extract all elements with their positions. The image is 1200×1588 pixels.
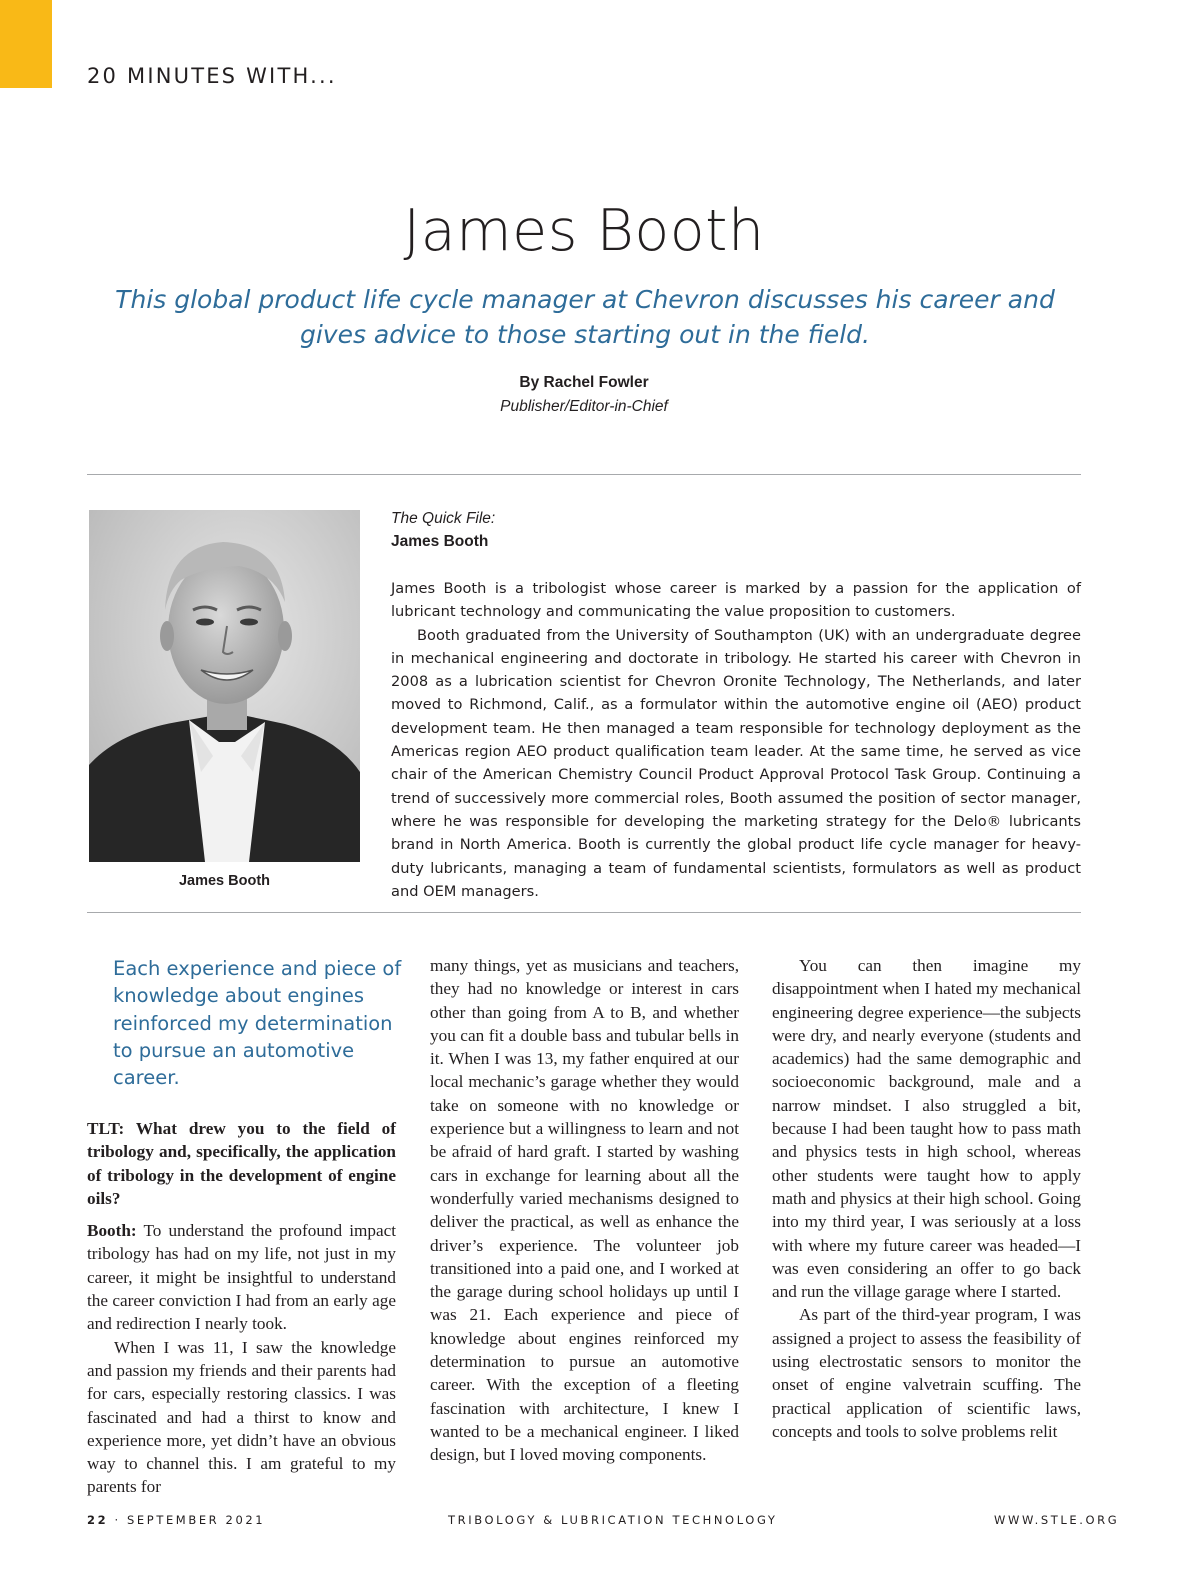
divider-bottom — [87, 912, 1081, 913]
footer-separator: · — [114, 1513, 121, 1527]
answer-speaker: Booth: — [87, 1221, 137, 1241]
photo-caption: James Booth — [178, 873, 271, 889]
section-label: 20 MINUTES WITH... — [87, 64, 337, 88]
bio-paragraph: James Booth is a tribologist whose career is marked by a passion for the application of lubricant technology and communicating the value proposition to customers. — [391, 580, 1081, 621]
question-text: What drew you to the field of tribology and, specifically, the application of tribology in the development of engine oils? — [87, 1119, 396, 1208]
divider-top — [87, 474, 1081, 475]
quick-file-label: The Quick File: — [391, 510, 496, 527]
bio-paragraph: Booth graduated from the University of Southampton (UK) with an undergraduate degree in mechanical engineering and doctorate in tribology. He started his career with Chevron in 2008 as a lubrication scientist for Chevron Oronite Technology, The Netherlands, and later moved to Richmond, Calif., as a formulator within the automotive engine oil (AEO) product development team. He then managed a team responsible for technology deployment as the Americas region AEO product qualification team leader. At the same time, he served as vice chair of the American Chemistry Council Product Approval Protocol Task Group. Continuing a trend of successively more commercial roles, Booth assumed the position of sector manager, where he was responsible for developing the marketing strategy for the Delo® lubricants brand in North America. Booth is currently the global product life cycle manager for heavy-duty lubricants, managing a team of fundamental scientists, formulators as well as product and OEM managers. — [391, 626, 1081, 900]
pull-quote: Each experience and piece of knowledge about engines reinforced my determination to pursue an automotive career. — [113, 957, 402, 1090]
answer-paragraph: You can then imagine my disappointment when I hated my mechanical engineering degree experience—the subjects were dry, and nearly everyone (students and academics) had the same demographic and socioeconomic background, male and a narrow mindset. I also struggled a bit, because I had been taught how to pass math and physics tests in high school, whereas other students were taught how to apply math and physics at their high school. Going into my third year, I was seriously at a loss with where my future career was headed—I was even considering an offer to go back and run the village garage where I started. — [772, 956, 1081, 1302]
byline-role: Publisher/Editor-in-Chief — [500, 398, 668, 415]
answer-paragraph: many things, yet as musicians and teachers, they had no knowledge or interest in cars other than going from A to B, and whether you can fit a double bass and tubular bells in it. When I was 13, my father enquired at our local mechanic’s garage whether they would take on someone with no knowledge or experience but a willingness to learn and not be afraid of hard graft. I started by washing cars in exchange for learning about all the wonderfully varied mechanisms designed to deliver the practical, as well as enhance the driver’s experience. The volunteer job transitioned into a paid one, and I worked at the garage during school holidays up until I was 21. Each experience and piece of knowledge about engines reinforced my determination to pursue an automotive career. With the exception of a fleeting fascination with architecture, I knew I wanted to be a mechanical engineer. I liked design, but I loved moving components. — [430, 956, 739, 1465]
article-deck: This global product life cycle manager at Chevron discusses his career and gives advice to those starting out in the field. — [115, 285, 1055, 349]
article-column-1 — [87, 1117, 396, 1499]
portrait-photo — [89, 510, 360, 862]
byline-author: By Rachel Fowler — [519, 374, 649, 391]
answer-paragraph: When I was 11, I saw the knowledge and passion my friends and their parents had for cars, especially restoring classics. I was fascinated and had a thirst to know and experience more, yet didn’t have an obvious way to channel this. I am grateful to my parents for — [87, 1337, 396, 1497]
answer-paragraph: As part of the third-year program, I was assigned a project to assess the feasibility of using electrostatic sensors to monitor the onset of engine valvetrain scuffing. The practical application of scientific laws, concepts and tools to solve problems relit — [772, 1305, 1081, 1441]
footer-publication: TRIBOLOGY & LUBRICATION TECHNOLOGY — [448, 1513, 778, 1527]
section-color-tab — [0, 0, 52, 88]
footer-website: WWW.STLE.ORG — [994, 1513, 1120, 1527]
issue-date: SEPTEMBER 2021 — [127, 1513, 266, 1527]
answer-paragraph — [87, 1219, 396, 1335]
article-column-3 — [772, 954, 1081, 1443]
interview-question — [87, 1117, 396, 1210]
answer-text: To understand the profound impact tribology has had on my life, not just in my career, it might be insightful to understand the career conviction I had from an early age and redirection I nearly took. — [87, 1221, 396, 1334]
quick-file-name: James Booth — [391, 533, 489, 550]
page-number: 22 — [87, 1513, 109, 1527]
quick-file-bio — [391, 577, 1081, 903]
footer-folio — [87, 1513, 265, 1527]
article-column-2 — [430, 954, 739, 1467]
question-speaker: TLT: — [87, 1119, 125, 1138]
article-title: James Booth — [403, 198, 765, 264]
